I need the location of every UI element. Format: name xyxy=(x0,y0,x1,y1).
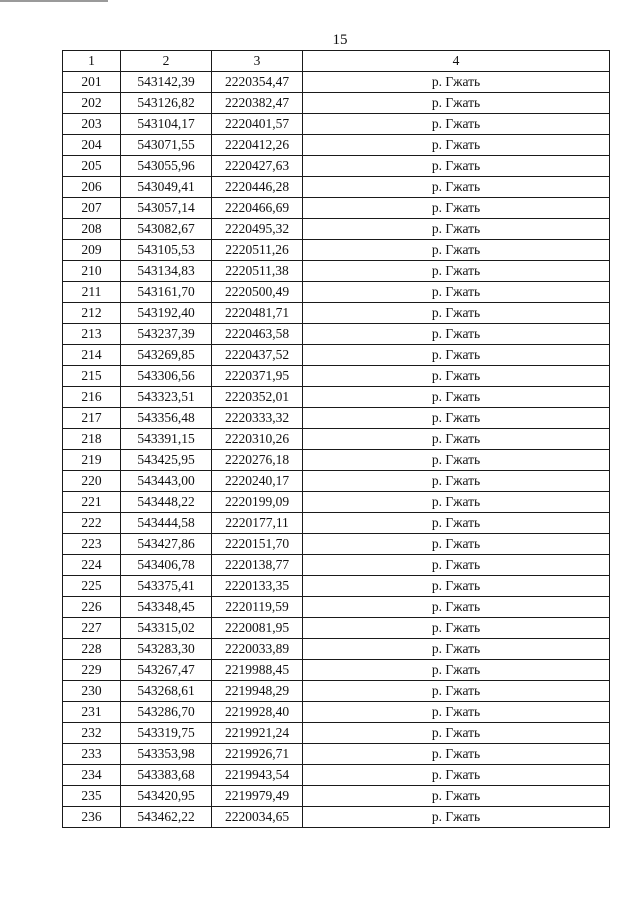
coordinates-table xyxy=(62,50,610,828)
x-coordinate-cell: 543055,96 xyxy=(121,156,212,177)
point-number-cell: 224 xyxy=(63,555,121,576)
x-coordinate-cell: 543082,67 xyxy=(121,219,212,240)
point-number-cell: 228 xyxy=(63,639,121,660)
x-coordinate-cell: 543348,45 xyxy=(121,597,212,618)
x-coordinate-cell: 543420,95 xyxy=(121,786,212,807)
x-coordinate-cell: 543134,83 xyxy=(121,261,212,282)
table-row xyxy=(63,72,610,93)
table-row xyxy=(63,282,610,303)
table-row xyxy=(63,135,610,156)
scan-edge-mark xyxy=(0,0,108,6)
point-number-cell: 211 xyxy=(63,282,121,303)
y-coordinate-cell: 2219948,29 xyxy=(212,681,303,702)
point-number-cell: 232 xyxy=(63,723,121,744)
table-row xyxy=(63,240,610,261)
y-coordinate-cell: 2220138,77 xyxy=(212,555,303,576)
x-coordinate-cell: 543427,86 xyxy=(121,534,212,555)
table-row xyxy=(63,702,610,723)
description-cell: р. Гжать xyxy=(303,660,610,681)
description-cell: р. Гжать xyxy=(303,261,610,282)
table-row xyxy=(63,219,610,240)
table-row xyxy=(63,744,610,765)
y-coordinate-cell: 2220412,26 xyxy=(212,135,303,156)
table-row xyxy=(63,618,610,639)
x-coordinate-cell: 543049,41 xyxy=(121,177,212,198)
x-coordinate-cell: 543391,15 xyxy=(121,429,212,450)
x-coordinate-cell: 543142,39 xyxy=(121,72,212,93)
table-row xyxy=(63,429,610,450)
y-coordinate-cell: 2220500,49 xyxy=(212,282,303,303)
point-number-cell: 220 xyxy=(63,471,121,492)
point-number-cell: 206 xyxy=(63,177,121,198)
column-header-2: 2 xyxy=(121,51,212,72)
x-coordinate-cell: 543448,22 xyxy=(121,492,212,513)
point-number-cell: 204 xyxy=(63,135,121,156)
description-cell: р. Гжать xyxy=(303,303,610,324)
description-cell: р. Гжать xyxy=(303,114,610,135)
description-cell: р. Гжать xyxy=(303,387,610,408)
table-row xyxy=(63,681,610,702)
description-cell: р. Гжать xyxy=(303,177,610,198)
y-coordinate-cell: 2220427,63 xyxy=(212,156,303,177)
y-coordinate-cell: 2220371,95 xyxy=(212,366,303,387)
point-number-cell: 215 xyxy=(63,366,121,387)
description-cell: р. Гжать xyxy=(303,450,610,471)
table-row xyxy=(63,513,610,534)
table-row xyxy=(63,345,610,366)
y-coordinate-cell: 2219928,40 xyxy=(212,702,303,723)
table-row xyxy=(63,639,610,660)
x-coordinate-cell: 543267,47 xyxy=(121,660,212,681)
description-cell: р. Гжать xyxy=(303,282,610,303)
point-number-cell: 231 xyxy=(63,702,121,723)
description-cell: р. Гжать xyxy=(303,93,610,114)
y-coordinate-cell: 2220463,58 xyxy=(212,324,303,345)
table-row xyxy=(63,450,610,471)
description-cell: р. Гжать xyxy=(303,639,610,660)
description-cell: р. Гжать xyxy=(303,198,610,219)
point-number-cell: 213 xyxy=(63,324,121,345)
description-cell: р. Гжать xyxy=(303,324,610,345)
x-coordinate-cell: 543383,68 xyxy=(121,765,212,786)
point-number-cell: 202 xyxy=(63,93,121,114)
description-cell: р. Гжать xyxy=(303,513,610,534)
y-coordinate-cell: 2220333,32 xyxy=(212,408,303,429)
description-cell: р. Гжать xyxy=(303,366,610,387)
description-cell: р. Гжать xyxy=(303,429,610,450)
point-number-cell: 223 xyxy=(63,534,121,555)
point-number-cell: 201 xyxy=(63,72,121,93)
description-cell: р. Гжать xyxy=(303,597,610,618)
x-coordinate-cell: 543071,55 xyxy=(121,135,212,156)
y-coordinate-cell: 2220495,32 xyxy=(212,219,303,240)
description-cell: р. Гжать xyxy=(303,240,610,261)
x-coordinate-cell: 543462,22 xyxy=(121,807,212,828)
point-number-cell: 235 xyxy=(63,786,121,807)
description-cell: р. Гжать xyxy=(303,219,610,240)
description-cell: р. Гжать xyxy=(303,345,610,366)
table-row xyxy=(63,471,610,492)
point-number-cell: 207 xyxy=(63,198,121,219)
x-coordinate-cell: 543237,39 xyxy=(121,324,212,345)
description-cell: р. Гжать xyxy=(303,135,610,156)
y-coordinate-cell: 2220354,47 xyxy=(212,72,303,93)
x-coordinate-cell: 543104,17 xyxy=(121,114,212,135)
point-number-cell: 217 xyxy=(63,408,121,429)
point-number-cell: 233 xyxy=(63,744,121,765)
description-cell: р. Гжать xyxy=(303,471,610,492)
y-coordinate-cell: 2219979,49 xyxy=(212,786,303,807)
column-header-1: 1 xyxy=(63,51,121,72)
y-coordinate-cell: 2220382,47 xyxy=(212,93,303,114)
y-coordinate-cell: 2220310,26 xyxy=(212,429,303,450)
point-number-cell: 236 xyxy=(63,807,121,828)
y-coordinate-cell: 2220352,01 xyxy=(212,387,303,408)
description-cell: р. Гжать xyxy=(303,408,610,429)
point-number-cell: 214 xyxy=(63,345,121,366)
x-coordinate-cell: 543269,85 xyxy=(121,345,212,366)
point-number-cell: 208 xyxy=(63,219,121,240)
description-cell: р. Гжать xyxy=(303,72,610,93)
table-row xyxy=(63,723,610,744)
y-coordinate-cell: 2220133,35 xyxy=(212,576,303,597)
description-cell: р. Гжать xyxy=(303,681,610,702)
description-cell: р. Гжать xyxy=(303,555,610,576)
x-coordinate-cell: 543268,61 xyxy=(121,681,212,702)
x-coordinate-cell: 543192,40 xyxy=(121,303,212,324)
y-coordinate-cell: 2219921,24 xyxy=(212,723,303,744)
table-row xyxy=(63,534,610,555)
y-coordinate-cell: 2219943,54 xyxy=(212,765,303,786)
y-coordinate-cell: 2220240,17 xyxy=(212,471,303,492)
table-row xyxy=(63,660,610,681)
description-cell: р. Гжать xyxy=(303,807,610,828)
y-coordinate-cell: 2219926,71 xyxy=(212,744,303,765)
point-number-cell: 221 xyxy=(63,492,121,513)
point-number-cell: 210 xyxy=(63,261,121,282)
y-coordinate-cell: 2220177,11 xyxy=(212,513,303,534)
y-coordinate-cell: 2220511,38 xyxy=(212,261,303,282)
point-number-cell: 234 xyxy=(63,765,121,786)
description-cell: р. Гжать xyxy=(303,744,610,765)
x-coordinate-cell: 543425,95 xyxy=(121,450,212,471)
point-number-cell: 216 xyxy=(63,387,121,408)
y-coordinate-cell: 2220276,18 xyxy=(212,450,303,471)
table-row xyxy=(63,765,610,786)
y-coordinate-cell: 2220081,95 xyxy=(212,618,303,639)
table-row xyxy=(63,177,610,198)
table-row xyxy=(63,93,610,114)
description-cell: р. Гжать xyxy=(303,723,610,744)
point-number-cell: 222 xyxy=(63,513,121,534)
y-coordinate-cell: 2220033,89 xyxy=(212,639,303,660)
y-coordinate-cell: 2219988,45 xyxy=(212,660,303,681)
x-coordinate-cell: 543443,00 xyxy=(121,471,212,492)
table-row xyxy=(63,156,610,177)
point-number-cell: 227 xyxy=(63,618,121,639)
table-row xyxy=(63,324,610,345)
y-coordinate-cell: 2220481,71 xyxy=(212,303,303,324)
point-number-cell: 229 xyxy=(63,660,121,681)
x-coordinate-cell: 543057,14 xyxy=(121,198,212,219)
x-coordinate-cell: 543406,78 xyxy=(121,555,212,576)
column-header-3: 3 xyxy=(212,51,303,72)
table-row xyxy=(63,576,610,597)
table-row xyxy=(63,198,610,219)
table-row xyxy=(63,261,610,282)
y-coordinate-cell: 2220401,57 xyxy=(212,114,303,135)
page-number: 15 xyxy=(332,32,348,48)
description-cell: р. Гжать xyxy=(303,786,610,807)
point-number-cell: 225 xyxy=(63,576,121,597)
table-row xyxy=(63,786,610,807)
point-number-cell: 212 xyxy=(63,303,121,324)
x-coordinate-cell: 543356,48 xyxy=(121,408,212,429)
x-coordinate-cell: 543161,70 xyxy=(121,282,212,303)
description-cell: р. Гжать xyxy=(303,534,610,555)
table-row xyxy=(63,807,610,828)
x-coordinate-cell: 543323,51 xyxy=(121,387,212,408)
point-number-cell: 203 xyxy=(63,114,121,135)
x-coordinate-cell: 543283,30 xyxy=(121,639,212,660)
column-header-4: 4 xyxy=(303,51,610,72)
table-row xyxy=(63,387,610,408)
x-coordinate-cell: 543286,70 xyxy=(121,702,212,723)
description-cell: р. Гжать xyxy=(303,576,610,597)
y-coordinate-cell: 2220466,69 xyxy=(212,198,303,219)
x-coordinate-cell: 543319,75 xyxy=(121,723,212,744)
x-coordinate-cell: 543353,98 xyxy=(121,744,212,765)
point-number-cell: 218 xyxy=(63,429,121,450)
x-coordinate-cell: 543105,53 xyxy=(121,240,212,261)
table-row xyxy=(63,366,610,387)
y-coordinate-cell: 2220199,09 xyxy=(212,492,303,513)
description-cell: р. Гжать xyxy=(303,702,610,723)
point-number-cell: 205 xyxy=(63,156,121,177)
table-body xyxy=(63,72,610,828)
y-coordinate-cell: 2220151,70 xyxy=(212,534,303,555)
description-cell: р. Гжать xyxy=(303,765,610,786)
table-row xyxy=(63,408,610,429)
x-coordinate-cell: 543315,02 xyxy=(121,618,212,639)
x-coordinate-cell: 543375,41 xyxy=(121,576,212,597)
table-row xyxy=(63,114,610,135)
description-cell: р. Гжать xyxy=(303,618,610,639)
description-cell: р. Гжать xyxy=(303,156,610,177)
table-row xyxy=(63,555,610,576)
table-row xyxy=(63,492,610,513)
x-coordinate-cell: 543444,58 xyxy=(121,513,212,534)
x-coordinate-cell: 543126,82 xyxy=(121,93,212,114)
point-number-cell: 230 xyxy=(63,681,121,702)
point-number-cell: 209 xyxy=(63,240,121,261)
table-row xyxy=(63,597,610,618)
y-coordinate-cell: 2220446,28 xyxy=(212,177,303,198)
y-coordinate-cell: 2220034,65 xyxy=(212,807,303,828)
y-coordinate-cell: 2220119,59 xyxy=(212,597,303,618)
description-cell: р. Гжать xyxy=(303,492,610,513)
x-coordinate-cell: 543306,56 xyxy=(121,366,212,387)
point-number-cell: 219 xyxy=(63,450,121,471)
y-coordinate-cell: 2220437,52 xyxy=(212,345,303,366)
table-header-row xyxy=(63,51,610,72)
table-row xyxy=(63,303,610,324)
y-coordinate-cell: 2220511,26 xyxy=(212,240,303,261)
point-number-cell: 226 xyxy=(63,597,121,618)
